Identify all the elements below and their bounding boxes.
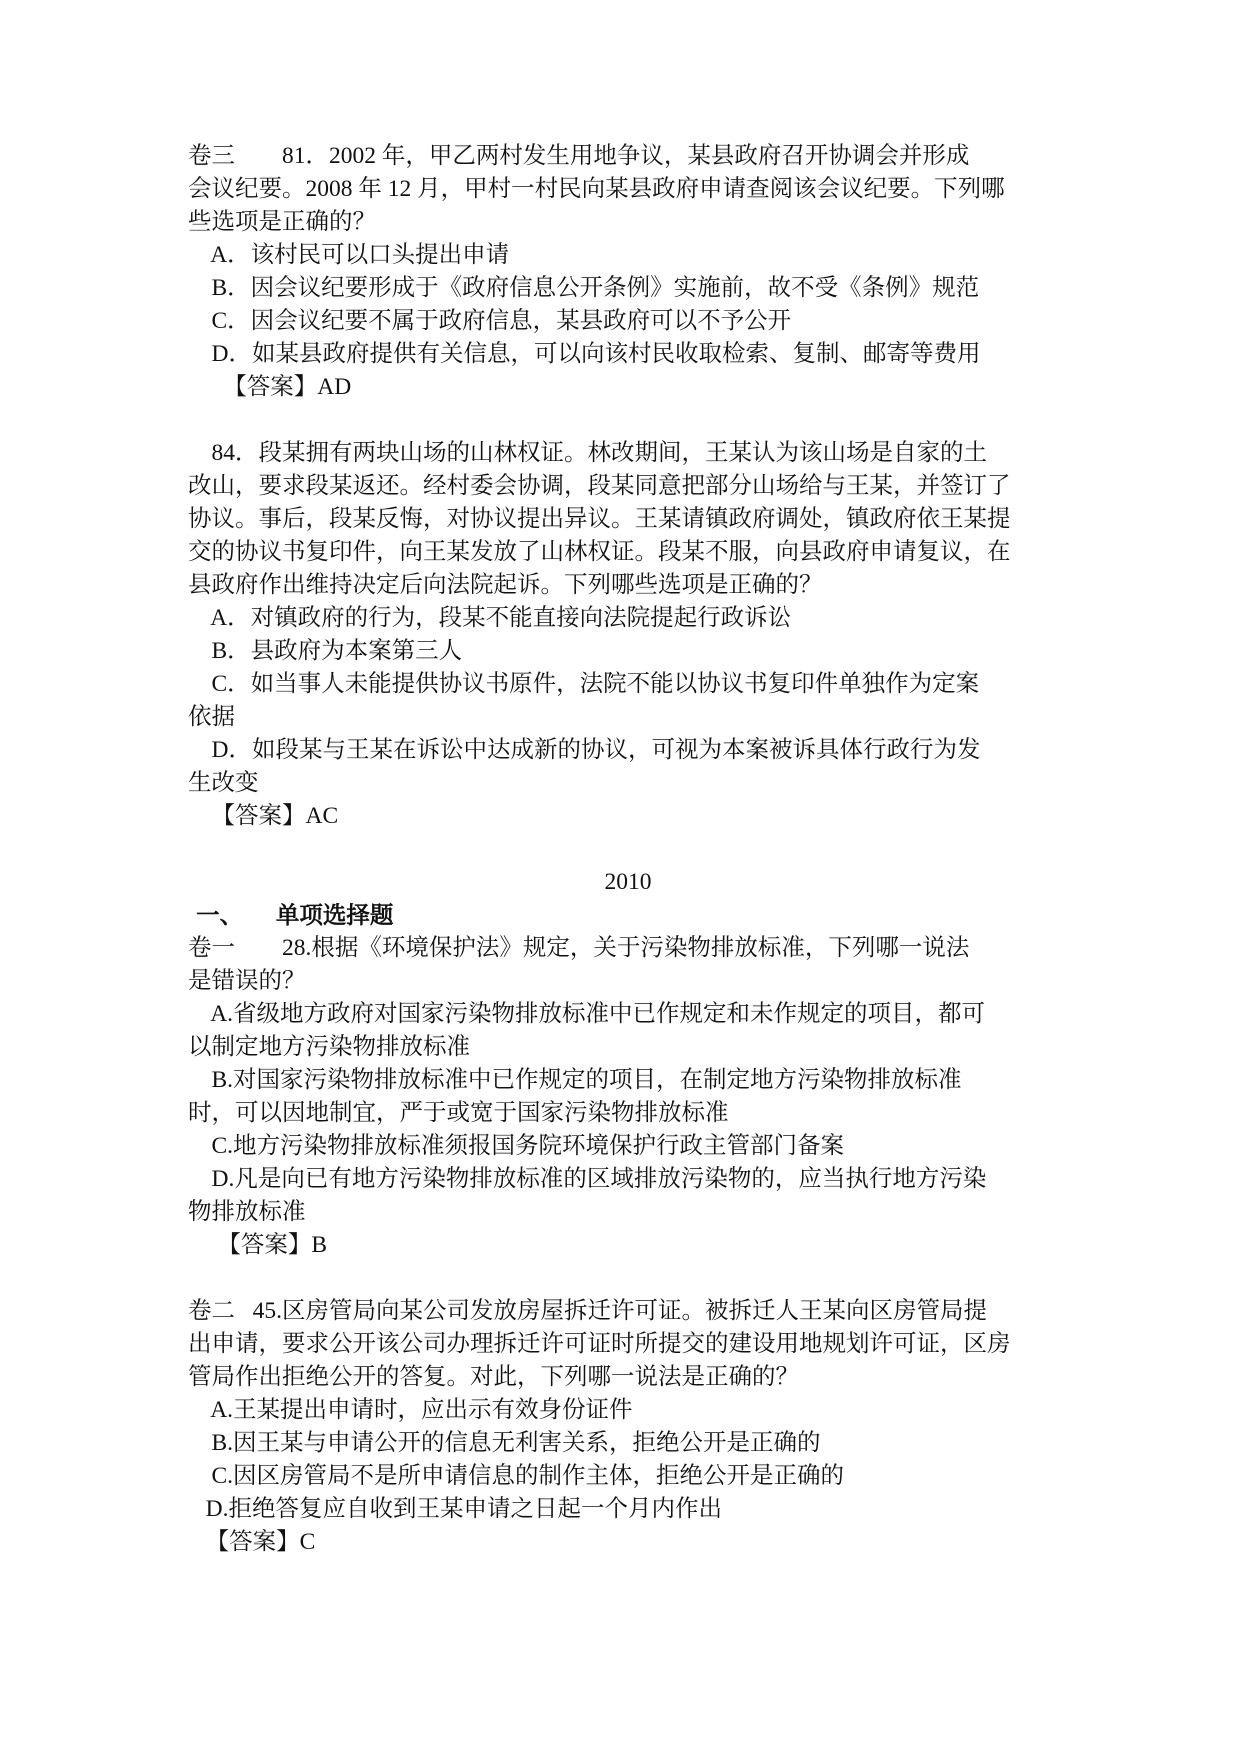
question-81-line-2: 会议纪要。2008 年 12 月，甲村一村民向某县政府申请查阅该会议纪要。下列哪 (188, 176, 1005, 202)
question-28-option-b-cont: 时，可以因地制宜，严于或宽于国家污染物排放标准 (188, 1100, 729, 1126)
question-45-option-c: C.因区房管局不是所申请信息的制作主体，拒绝公开是正确的 (188, 1463, 845, 1489)
question-81-line-1: 卷三 81．2002 年，甲乙两村发生用地争议，某县政府召开协调会并形成 (188, 143, 970, 169)
question-84-line-2: 改山，要求段某返还。经村委会协调，段某同意把部分山场给与王某，并签订了 (188, 473, 1011, 499)
question-28-option-a: A.省级地方政府对国家污染物排放标准中已作规定和未作规定的项目，都可 (188, 1001, 986, 1027)
document-page (188, 140, 1068, 1559)
question-28-option-a-cont: 以制定地方污染物排放标准 (188, 1034, 470, 1060)
question-84-answer: 【答案】AC (188, 803, 339, 829)
question-28-line-1: 卷一 28.根据《环境保护法》规定，关于污染物排放标准，下列哪一说法 (188, 935, 970, 961)
question-45-answer: 【答案】C (188, 1529, 316, 1555)
question-84-option-d-cont: 生改变 (188, 770, 259, 796)
question-28-line-2: 是错误的？ (188, 968, 306, 994)
question-84-line-1: 84．段某拥有两块山场的山林权证。林改期间，王某认为该山场是自家的土 (188, 440, 987, 466)
question-81-line-3: 些选项是正确的？ (188, 209, 376, 235)
question-84-option-c-cont: 依据 (188, 704, 235, 730)
question-45-line-2: 出申请，要求公开该公司办理拆迁许可证时所提交的建设用地规划许可证，区房 (188, 1331, 1011, 1357)
question-45-block (188, 1295, 1068, 1559)
question-45-line-1: 卷二 45.区房管局向某公司发放房屋拆迁许可证。被拆迁人王某向区房管局提 (188, 1298, 987, 1324)
question-84-line-4: 交的协议书复印件，向王某发放了山林权证。段某不服，向县政府申请复议，在 (188, 539, 1011, 565)
spacer (188, 1262, 1068, 1295)
question-84-line-5: 县政府作出维持决定后向法院起诉。下列哪些选项是正确的？ (188, 572, 823, 598)
question-45-line-3: 管局作出拒绝公开的答复。对此，下列哪一说法是正确的？ (188, 1364, 799, 1390)
question-28-option-b: B.对国家污染物排放标准中已作规定的项目，在制定地方污染物排放标准 (188, 1067, 962, 1093)
question-45-option-d: D.拒绝答复应自收到王某申请之日起一个月内作出 (188, 1496, 722, 1522)
spacer (188, 833, 1068, 866)
question-45-option-b: B.因王某与申请公开的信息无利害关系，拒绝公开是正确的 (188, 1430, 821, 1456)
question-45-option-a: A.王某提出申请时，应出示有效身份证件 (188, 1397, 633, 1423)
question-84-block (188, 437, 1068, 833)
question-84-option-c: C．如当事人未能提供协议书原件，法院不能以协议书复印件单独作为定案 (188, 671, 980, 697)
question-28-block (188, 932, 1068, 1262)
question-28-option-c: C.地方污染物排放标准须报国务院环境保护行政主管部门备案 (188, 1133, 845, 1159)
year-heading: 2010 (604, 869, 652, 895)
question-28-answer: 【答案】B (188, 1232, 328, 1258)
question-84-option-b: B．县政府为本案第三人 (188, 638, 463, 664)
question-28-option-d: D.凡是向已有地方污染物排放标准的区域排放污染物的，应当执行地方污染 (188, 1166, 987, 1192)
question-81-block (188, 140, 1068, 404)
question-81-option-a: A．该村民可以口头提出申请 (188, 242, 510, 268)
question-81-option-c: C．因会议纪要不属于政府信息，某县政府可以不予公开 (188, 308, 792, 334)
question-84-option-a: A．对镇政府的行为，段某不能直接向法院提起行政诉讼 (188, 605, 792, 631)
question-81-option-b: B．因会议纪要形成于《政府信息公开条例》实施前，故不受《条例》规范 (188, 275, 980, 301)
question-81-answer: 【答案】AD (188, 374, 352, 400)
spacer (188, 404, 1068, 437)
question-28-option-d-cont: 物排放标准 (188, 1199, 306, 1225)
section-heading: 一、 单项选择题 (188, 901, 394, 929)
question-81-option-d: D．如某县政府提供有关信息，可以向该村民收取检索、复制、邮寄等费用 (188, 341, 981, 367)
question-84-option-d: D．如段某与王某在诉讼中达成新的协议，可视为本案被诉具体行政行为发 (188, 737, 981, 763)
question-84-line-3: 协议。事后，段某反悔，对协议提出异议。王某请镇政府调处，镇政府依王某提 (188, 506, 1011, 532)
